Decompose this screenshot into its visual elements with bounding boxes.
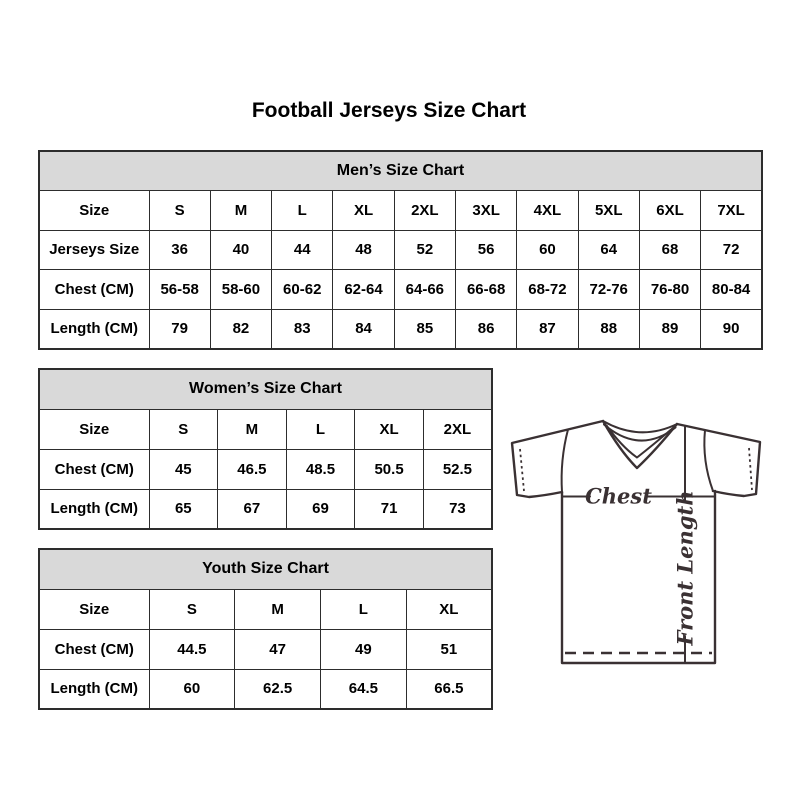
jersey-left-cuff-stitch bbox=[520, 449, 524, 491]
men-row-label: Length (CM) bbox=[39, 309, 149, 349]
women-cell: S bbox=[149, 409, 218, 449]
youth-row-0 bbox=[39, 589, 492, 629]
men-cell: 48 bbox=[333, 230, 394, 270]
jersey-measurements bbox=[562, 426, 714, 662]
men-cell: 68-72 bbox=[517, 270, 578, 310]
youth-row-1 bbox=[39, 629, 492, 669]
women-row-1 bbox=[39, 449, 492, 489]
men-cell: 72-76 bbox=[578, 270, 639, 310]
women-row-label: Size bbox=[39, 409, 149, 449]
women-cell: 73 bbox=[423, 489, 492, 529]
page-title: Football Jerseys Size Chart bbox=[251, 99, 527, 122]
women-cell: XL bbox=[355, 409, 424, 449]
men-cell: 85 bbox=[394, 309, 455, 349]
collar-back-arc-outer bbox=[603, 421, 677, 432]
jersey-measurement-diagram bbox=[505, 398, 777, 670]
youth-size-table bbox=[38, 548, 493, 710]
women-cell: 48.5 bbox=[286, 449, 355, 489]
women-cell: 46.5 bbox=[218, 449, 287, 489]
men-cell: 80-84 bbox=[701, 270, 762, 310]
youth-cell: L bbox=[321, 589, 407, 629]
women-cell: 69 bbox=[286, 489, 355, 529]
youth-cell: 64.5 bbox=[321, 669, 407, 709]
men-cell: 6XL bbox=[639, 191, 700, 231]
youth-row-label: Length (CM) bbox=[39, 669, 149, 709]
youth-row-2 bbox=[39, 669, 492, 709]
women-row-2 bbox=[39, 489, 492, 529]
men-cell: 64-66 bbox=[394, 270, 455, 310]
youth-cell: S bbox=[149, 589, 235, 629]
men-cell: 58-60 bbox=[210, 270, 271, 310]
jersey-right-armhole-seam bbox=[704, 430, 713, 491]
men-cell: 44 bbox=[272, 230, 333, 270]
youth-cell: 60 bbox=[149, 669, 235, 709]
youth-cell: 44.5 bbox=[149, 629, 235, 669]
youth-cell: 47 bbox=[235, 629, 321, 669]
women-cell: 67 bbox=[218, 489, 287, 529]
youth-cell: 66.5 bbox=[406, 669, 492, 709]
men-cell: 86 bbox=[455, 309, 516, 349]
men-cell: 79 bbox=[149, 309, 210, 349]
men-cell: 88 bbox=[578, 309, 639, 349]
men-cell: 3XL bbox=[455, 191, 516, 231]
men-row-2 bbox=[39, 270, 762, 310]
men-cell: 4XL bbox=[517, 191, 578, 231]
men-cell: 7XL bbox=[701, 191, 762, 231]
men-row-label: Size bbox=[39, 191, 149, 231]
men-cell: 62-64 bbox=[333, 270, 394, 310]
women-cell: 2XL bbox=[423, 409, 492, 449]
men-cell: 60 bbox=[517, 230, 578, 270]
men-cell: 83 bbox=[272, 309, 333, 349]
men-header-row bbox=[39, 151, 762, 191]
men-cell: 89 bbox=[639, 309, 700, 349]
youth-row-label: Chest (CM) bbox=[39, 629, 149, 669]
men-cell: 82 bbox=[210, 309, 271, 349]
women-cell: 50.5 bbox=[355, 449, 424, 489]
women-cell: 65 bbox=[149, 489, 218, 529]
women-row-label: Length (CM) bbox=[39, 489, 149, 529]
men-row-label: Jerseys Size bbox=[39, 230, 149, 270]
men-cell: 66-68 bbox=[455, 270, 516, 310]
women-cell: 45 bbox=[149, 449, 218, 489]
men-cell: L bbox=[272, 191, 333, 231]
mens-size-table bbox=[38, 150, 763, 350]
men-cell: 56 bbox=[455, 230, 516, 270]
youth-table-title: Youth Size Chart bbox=[39, 549, 492, 589]
jersey-right-cuff-stitch bbox=[749, 448, 752, 490]
men-table-title: Men’s Size Chart bbox=[39, 151, 762, 191]
women-cell: L bbox=[286, 409, 355, 449]
men-cell: 84 bbox=[333, 309, 394, 349]
men-cell: 56-58 bbox=[149, 270, 210, 310]
men-cell: M bbox=[210, 191, 271, 231]
women-row-0 bbox=[39, 409, 492, 449]
men-cell: 68 bbox=[639, 230, 700, 270]
men-cell: 52 bbox=[394, 230, 455, 270]
men-cell: 60-62 bbox=[272, 270, 333, 310]
men-cell: 90 bbox=[701, 309, 762, 349]
men-cell: S bbox=[149, 191, 210, 231]
youth-cell: 49 bbox=[321, 629, 407, 669]
men-cell: 36 bbox=[149, 230, 210, 270]
men-cell: 87 bbox=[517, 309, 578, 349]
women-cell: M bbox=[218, 409, 287, 449]
men-cell: 76-80 bbox=[639, 270, 700, 310]
youth-cell: XL bbox=[406, 589, 492, 629]
men-row-label: Chest (CM) bbox=[39, 270, 149, 310]
women-header-row bbox=[39, 369, 492, 409]
youth-header-row bbox=[39, 549, 492, 589]
men-row-0 bbox=[39, 191, 762, 231]
jersey-collar bbox=[603, 421, 677, 468]
womens-size-table bbox=[38, 368, 493, 530]
men-cell: 64 bbox=[578, 230, 639, 270]
jersey-right-sleeve bbox=[677, 424, 760, 496]
men-cell: 40 bbox=[210, 230, 271, 270]
women-cell: 52.5 bbox=[423, 449, 492, 489]
men-cell: 5XL bbox=[578, 191, 639, 231]
front-length-label: Front Length bbox=[672, 490, 698, 646]
youth-cell: 62.5 bbox=[235, 669, 321, 709]
men-cell: XL bbox=[333, 191, 394, 231]
youth-cell: M bbox=[235, 589, 321, 629]
chest-label: Chest bbox=[585, 483, 652, 509]
jersey-left-armhole-seam bbox=[562, 430, 568, 493]
youth-row-label: Size bbox=[39, 589, 149, 629]
women-table-title: Women’s Size Chart bbox=[39, 369, 492, 409]
men-cell: 2XL bbox=[394, 191, 455, 231]
men-cell: 72 bbox=[701, 230, 762, 270]
youth-cell: 51 bbox=[406, 629, 492, 669]
women-cell: 71 bbox=[355, 489, 424, 529]
men-row-1 bbox=[39, 230, 762, 270]
men-row-3 bbox=[39, 309, 762, 349]
women-row-label: Chest (CM) bbox=[39, 449, 149, 489]
